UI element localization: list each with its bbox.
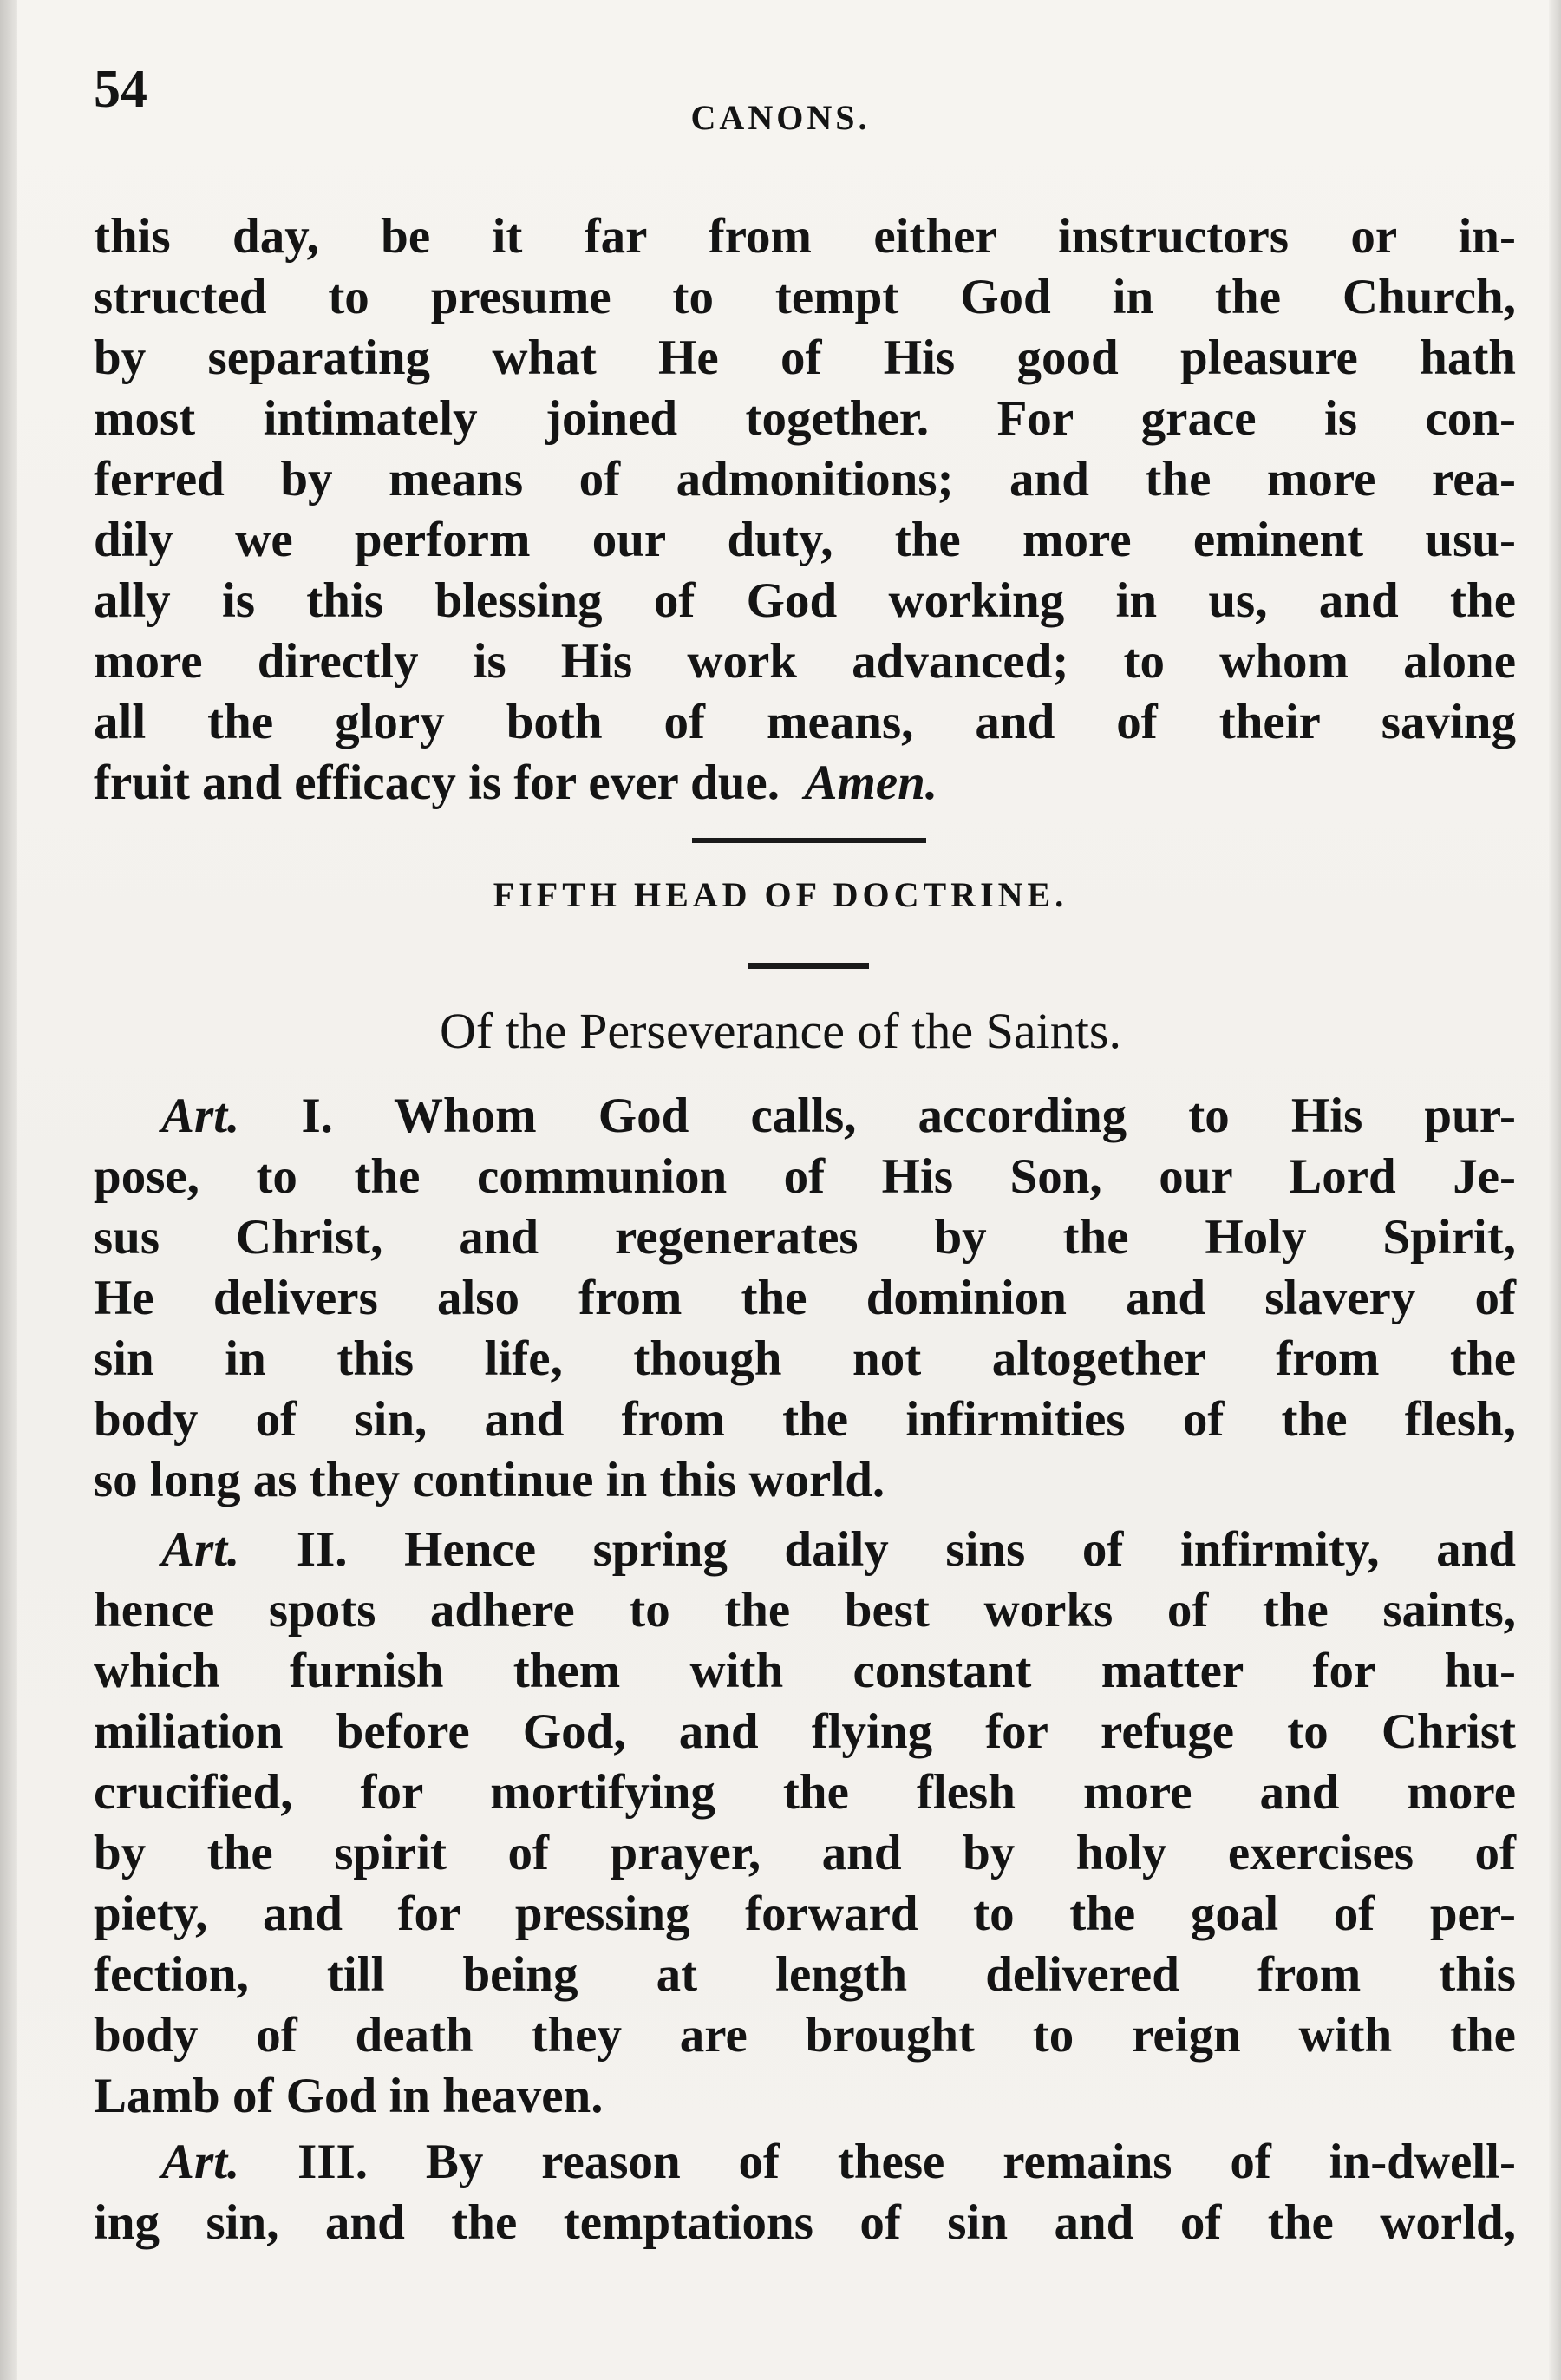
text-line: ally is this blessing of God working in us, and the: [94, 573, 1516, 628]
text-line: by the spirit of prayer, and by holy exercises of: [94, 1826, 1516, 1880]
text-line: pose, to the communion of His Son, our Lord Je-: [94, 1149, 1516, 1204]
text-line: crucified, for mortifying the flesh more and more: [94, 1765, 1516, 1820]
section-divider-rule: [692, 838, 926, 843]
text-line: sin in this life, though not altogether from the: [94, 1331, 1516, 1386]
section-heading: FIFTH HEAD OF DOCTRINE.: [493, 875, 1068, 914]
text-line: which furnish them with constant matter for hu-: [94, 1644, 1516, 1698]
scan-edge-right: [1549, 0, 1561, 2380]
text-line: this day, be it far from either instructors or in-: [94, 209, 1516, 264]
text-line: piety, and for pressing forward to the goal of per-: [94, 1886, 1516, 1941]
article-first-line: [94, 1520, 1516, 1580]
article-first-line: [94, 1086, 1516, 1147]
text-line: most intimately joined together. For grace is con-: [94, 391, 1516, 446]
text-line: body of sin, and from the infirmities of the flesh,: [94, 1392, 1516, 1447]
text-line: dily we perform our duty, the more eminent usu-: [94, 513, 1516, 567]
article-2: [94, 1520, 1516, 2127]
scan-edge-left: [0, 0, 17, 2380]
running-head: CANONS.: [690, 98, 871, 137]
section-title: Of the Perseverance of the Saints.: [440, 1003, 1121, 1059]
text-line: more directly is His work advanced; to whom alone: [94, 634, 1516, 689]
text-line: all the glory both of means, and of their saving: [94, 695, 1516, 749]
text-line-last: Lamb of God in heaven.: [94, 2069, 604, 2123]
text-line: sus Christ, and regenerates by the Holy Spirit,: [94, 1210, 1516, 1265]
section-short-rule: [748, 963, 869, 969]
text-line: structed to presume to tempt God in the Church,: [94, 270, 1516, 324]
closing-sentence: fruit and efficacy is for ever due.: [94, 755, 780, 810]
article-label: Art.: [161, 1089, 240, 1143]
article-3: [94, 2132, 1516, 2253]
text-line: miliation before God, and flying for refuge to Christ: [94, 1704, 1516, 1759]
article-label: Art.: [161, 1522, 240, 1577]
text-line: He delivers also from the dominion and slavery of: [94, 1271, 1516, 1325]
text-line-last: so long as they continue in this world.: [94, 1453, 885, 1507]
text-line-last: [94, 753, 1516, 814]
article-1: [94, 1086, 1516, 1511]
text-line: fection, till being at length delivered from this: [94, 1947, 1516, 2002]
text-line: hence spots adhere to the best works of the saints,: [94, 1583, 1516, 1638]
page-number: 54: [94, 60, 147, 119]
text-line: by separating what He of His good pleasure hath: [94, 330, 1516, 385]
opening-paragraph: [94, 206, 1516, 814]
article-label: Art.: [161, 2135, 240, 2189]
article-first-line: [94, 2132, 1516, 2193]
text-line: body of death they are brought to reign with the: [94, 2008, 1516, 2063]
text-line: ing sin, and the temptations of sin and of the world,: [94, 2195, 1516, 2250]
article-first-line-text: II. Hence spring daily sins of infirmity, and: [296, 1522, 1516, 1577]
article-first-line-text: I. Whom God calls, according to His pur-: [301, 1089, 1516, 1143]
amen-word: Amen.: [804, 755, 938, 810]
text-line: ferred by means of admonitions; and the more rea-: [94, 452, 1516, 507]
article-first-line-text: III. By reason of these remains of in-dwell-: [297, 2135, 1516, 2189]
